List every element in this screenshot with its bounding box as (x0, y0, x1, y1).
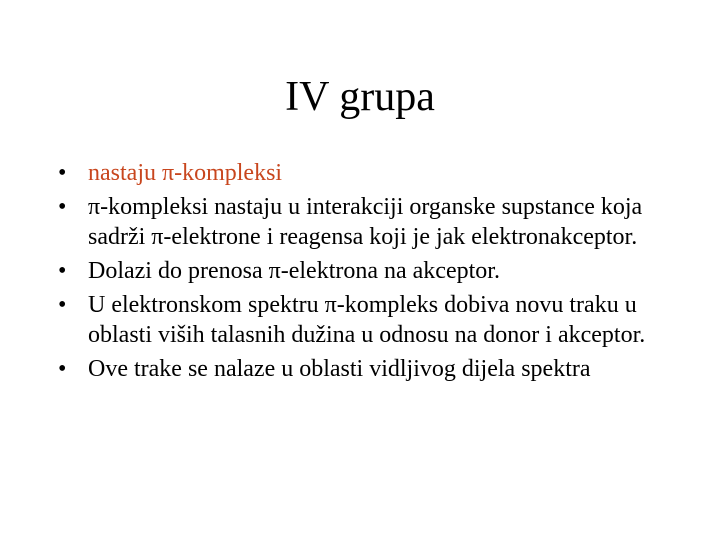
bullet-text: π-kompleksi nastaju u interakciji organske supstance koja sadrži π-elektrone i reagensa koji je jak elektronakceptor. (88, 194, 643, 250)
bullet-icon: • (58, 356, 67, 382)
slide-title: IV grupa (285, 74, 435, 120)
bullet-text: U elektronskom spektru π-kompleks dobiva novu traku u oblasti viših talasnih dužina u odnosu na donor i akceptor. (88, 292, 646, 348)
bullet-item-3 (56, 256, 676, 286)
bullet-text: Ove trake se nalaze u oblasti vidljivog dijela spektra (88, 356, 591, 382)
bullet-item-2 (56, 192, 676, 252)
bullet-text: nastaju π-kompleksi (88, 160, 283, 186)
bullet-item-1 (56, 158, 676, 188)
bullet-item-5 (56, 354, 676, 384)
bullet-list (56, 158, 676, 388)
bullet-text: Dolazi do prenosa π-elektrona na akceptor. (88, 258, 500, 284)
bullet-item-4 (56, 290, 676, 350)
bullet-icon: • (58, 258, 67, 284)
bullet-icon: • (58, 194, 67, 220)
bullet-icon: • (58, 292, 67, 318)
bullet-icon: • (58, 160, 67, 186)
